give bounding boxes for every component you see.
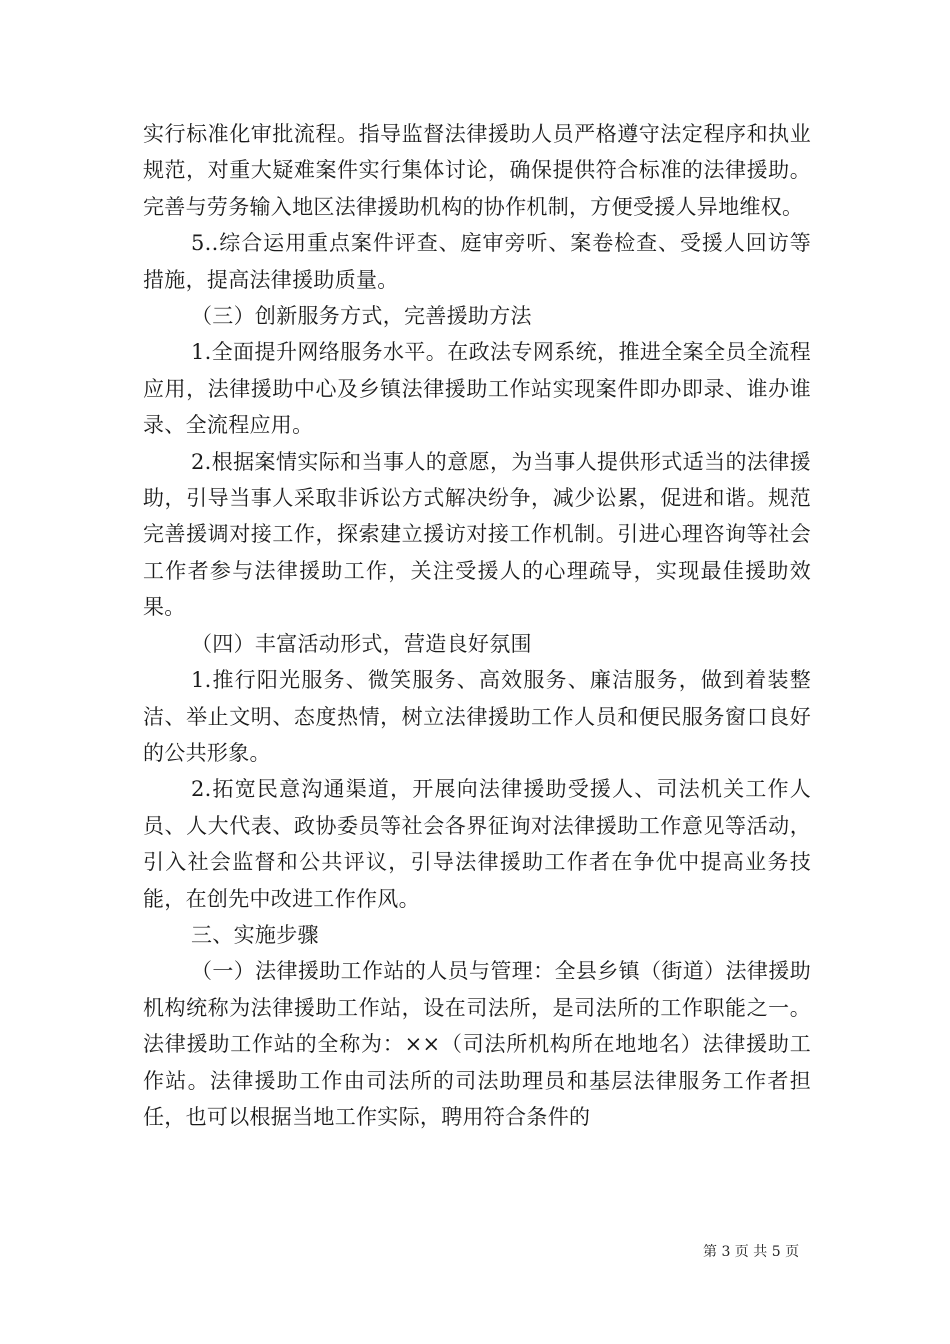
paragraph-2: 5..综合运用重点案件评查、庭审旁听、案卷检查、受援人回访等措施，提高法律援助质量。 [143,231,811,292]
paragraph-5: 2.根据案情实际和当事人的意愿，为当事人提供形式适当的法律援助，引导当事人采取非诉讼方式解决纷争，减少讼累，促进和谐。规范完善援调对接工作，探索建立援访对接工作机制。引进心理咨询等社会工作者参与法律援助工作，关注受援人的心理疏导，实现最佳援助效果。 [143,449,811,620]
paragraph-7: 1.推行阳光服务、微笑服务、高效服务、廉洁服务，做到着装整洁、举止文明、态度热情，树立法律援助工作人员和便民服务窗口良好的公共形象。 [143,668,811,765]
paragraph-1: 实行标准化审批流程。指导监督法律援助人员严格遵守法定程序和执业规范，对重大疑难案件实行集体讨论，确保提供符合标准的法律援助。完善与劳务输入地区法律援助机构的协作机制，方便受援人异地维权。 [143,122,811,219]
document-body [143,116,811,1135]
paragraph-8: 2.拓宽民意沟通渠道，开展向法律援助受援人、司法机关工作人员、人大代表、政协委员等社会各界征询对法律援助工作意见等活动，引入社会监督和公共评议，引导法律援助工作者在争优中提高业务技能，在创先中改进工作作风。 [143,777,811,911]
section-heading-4: （四）丰富活动形式，营造良好氛围 [191,631,532,656]
chapter-heading-implementation: 三、实施步骤 [191,922,319,947]
section-heading-3: （三）创新服务方式，完善援助方法 [191,304,532,329]
paragraph-4: 1.全面提升网络服务水平。在政法专网系统，推进全案全员全流程应用，法律援助中心及乡镇法律援助工作站实现案件即办即录、谁办谁录、全流程应用。 [143,340,811,438]
paragraph-10: （一）法律援助工作站的人员与管理：全县乡镇（街道）法律援助机构统称为法律援助工作站，设在司法所，是司法所的工作职能之一。法律援助工作站的全称为：××（司法所机构所在地地名）法律援助工作站。法律援助工作由司法所的司法助理员和基层法律服务工作者担任，也可以根据当地工作实际，聘用符合条件的 [143,959,811,1129]
page-number-footer: 第 3 页 共 5 页 [703,1244,800,1260]
